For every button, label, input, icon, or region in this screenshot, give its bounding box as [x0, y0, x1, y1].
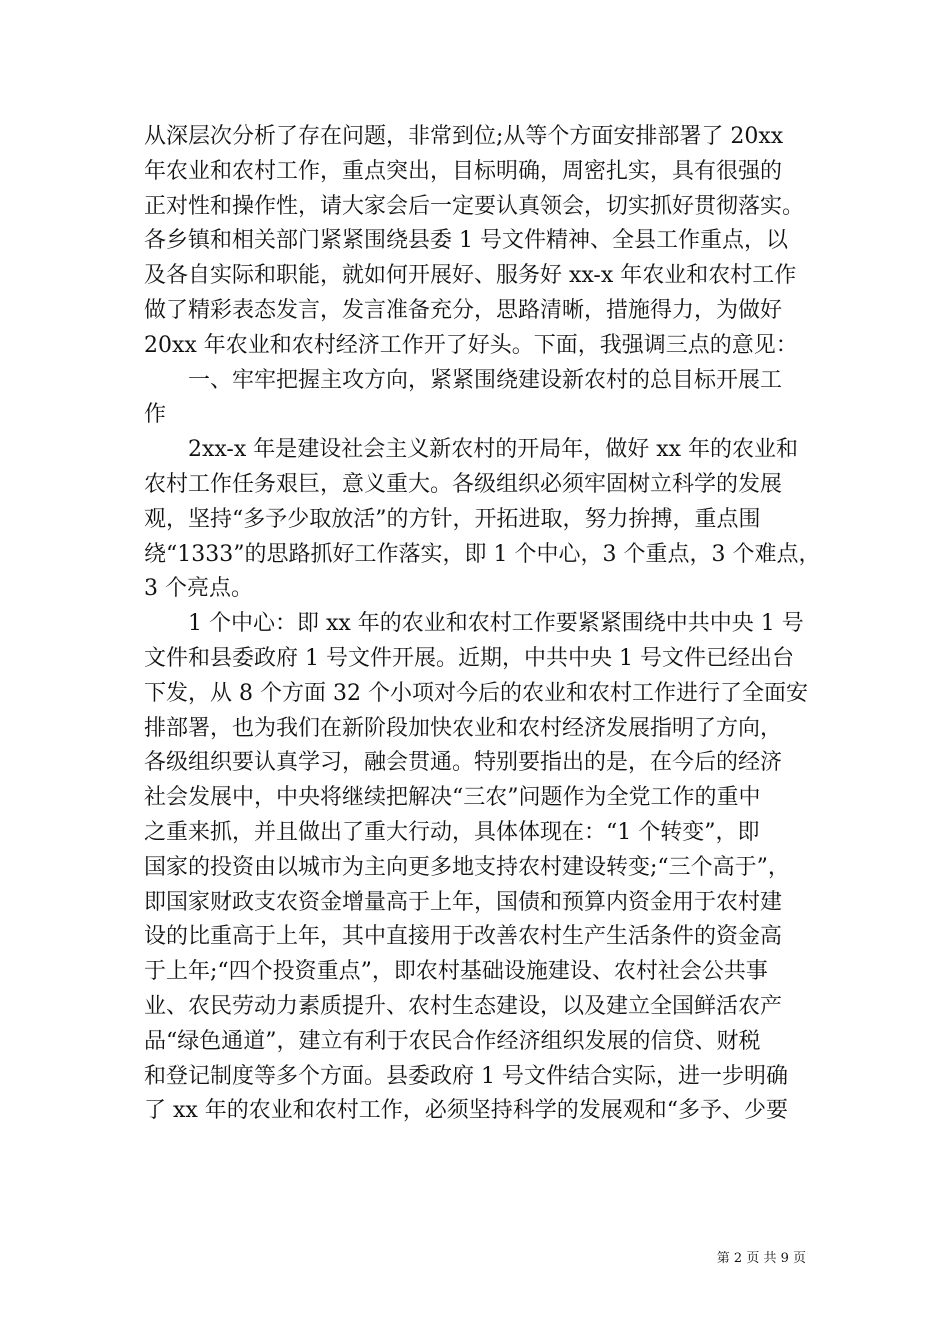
- text-line: 各乡镇和相关部门紧紧围绕县委 1 号文件精神、全县工作重点，以: [144, 228, 788, 254]
- text-line: 年农业和农村工作，重点突出，目标明确，周密扎实，具有很强的: [144, 158, 783, 184]
- text-line: 农村工作任务艰巨，意义重大。各级组织必须牢固树立科学的发展: [144, 471, 783, 497]
- text-line: 观，坚持“多予少取放活”的方针，开拓进取，努力拚搏，重点围: [144, 506, 761, 532]
- page-footer: 第 2 页 共 9 页: [716, 1251, 806, 1266]
- text-line: 品“绿色通道”，建立有利于农民合作经济组织发展的信贷、财税: [144, 1028, 761, 1054]
- text-line: 正对性和操作性，请大家会后一定要认真领会，切实抓好贯彻落实。: [144, 193, 805, 219]
- text-line: 排部署，也为我们在新阶段加快农业和农村经济发展指明了方向，: [144, 715, 783, 741]
- text-line: 即国家财政支农资金增量高于上年，国债和预算内资金用于农村建: [144, 889, 783, 915]
- text-line: 下发，从 8 个方面 32 个小项对今后的农业和农村工作进行了全面安: [144, 680, 808, 706]
- text-line: 及各自实际和职能，就如何开展好、服务好 xx-x 年农业和农村工作: [144, 263, 797, 289]
- text-line: 之重来抓，并且做出了重大行动，具体体现在：“1 个转变”，即: [144, 819, 760, 845]
- text-line: 绕“1333”的思路抓好工作落实，即 1 个中心，3 个重点，3 个难点，: [144, 541, 821, 567]
- text-line: 20xx 年农业和农村经济工作开了好头。下面，我强调三点的意见：: [144, 332, 798, 358]
- text-line: 作: [144, 402, 167, 428]
- body-text: [144, 120, 824, 1129]
- text-line: 国家的投资由以城市为主向更多地支持农村建设转变;“三个高于”，: [144, 854, 790, 880]
- text-line: 文件和县委政府 1 号文件开展。近期，中共中央 1 号文件已经出台: [144, 645, 794, 671]
- text-line: 业、农民劳动力素质提升、农村生态建设，以及建立全国鲜活农产: [144, 993, 783, 1019]
- text-line: 从深层次分析了存在问题，非常到位;从等个方面安排部署了 20xx: [144, 124, 784, 149]
- text-line: 1 个中心：即 xx 年的农业和农村工作要紧紧围绕中共中央 1 号: [144, 611, 804, 637]
- text-line: 社会发展中，中央将继续把解决“三农”问题作为全党工作的重中: [144, 785, 761, 811]
- text-line: 一、牢牢把握主攻方向，紧紧围绕建设新农村的总目标开展工: [144, 367, 783, 393]
- text-line: 3 个亮点。: [144, 576, 253, 602]
- text-line: 了 xx 年的农业和农村工作，必须坚持科学的发展观和“多予、少要: [144, 1098, 789, 1124]
- text-line: 各级组织要认真学习，融会贯通。特别要指出的是，在今后的经济: [144, 750, 783, 776]
- text-line: 于上年;“四个投资重点”，即农村基础设施建设、农村社会公共事: [144, 959, 768, 985]
- text-line: 设的比重高于上年，其中直接用于改善农村生产生活条件的资金高: [144, 924, 783, 950]
- text-line: 和登记制度等多个方面。县委政府 1 号文件结合实际，进一步明确: [144, 1063, 788, 1089]
- text-line: 做了精彩表态发言，发言准备充分，思路清晰，措施得力，为做好: [144, 297, 783, 323]
- text-line: 2xx-x 年是建设社会主义新农村的开局年，做好 xx 年的农业和: [144, 437, 799, 463]
